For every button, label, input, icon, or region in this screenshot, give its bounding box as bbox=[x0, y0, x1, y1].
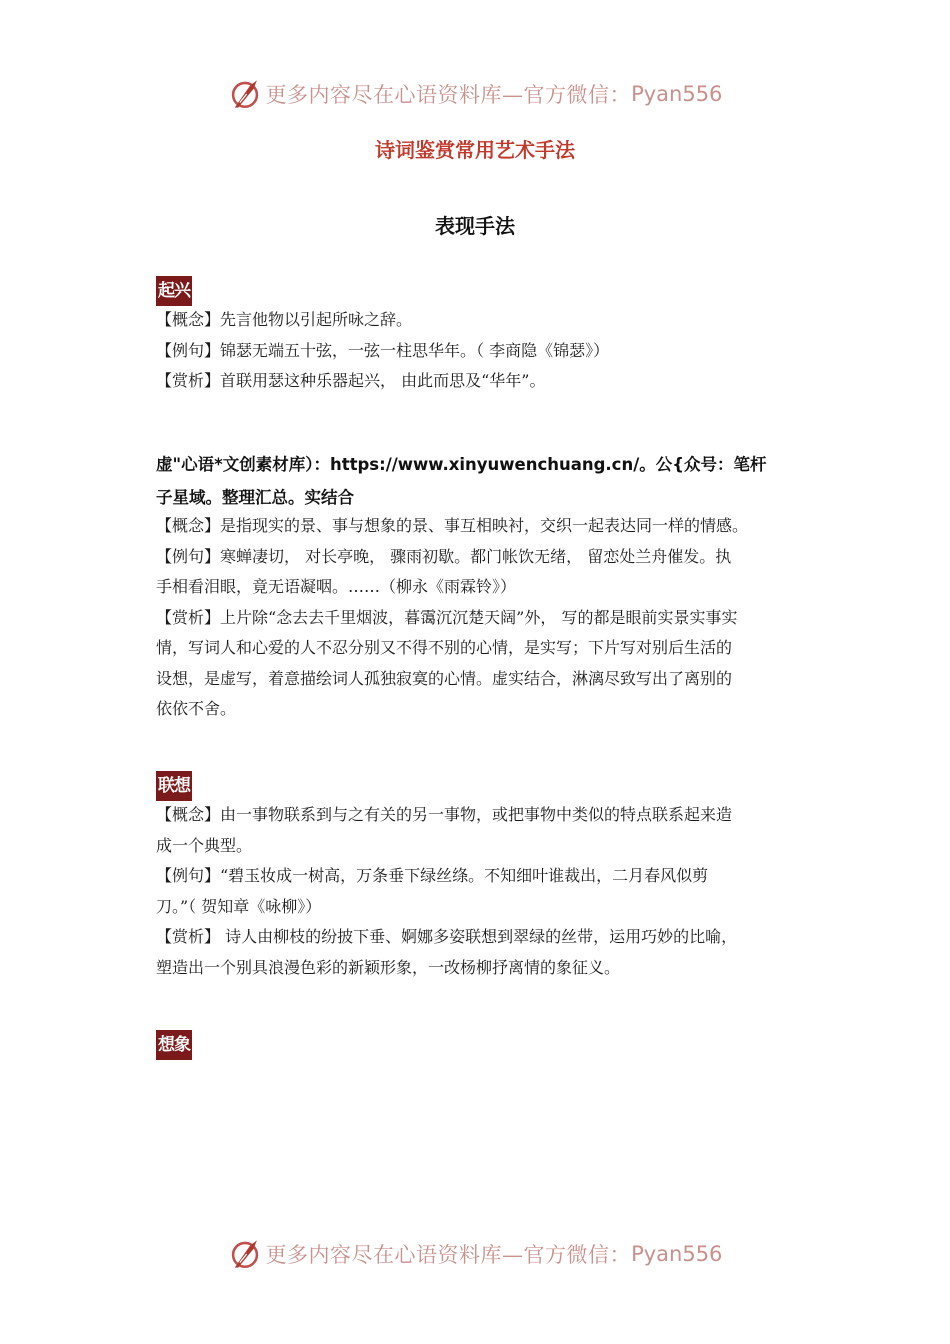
lianxiang-example: 刀。”（ 贺知章《咏柳》） bbox=[156, 896, 322, 916]
xushi-analysis: 【赏析】上片除“念去去千里烟波，暮霭沉沉楚天阔”外， 写的都是眼前实景实事实 bbox=[156, 607, 738, 627]
lianxiang-analysis: 塑造出一个别具浪漫色彩的新颖形象，一改杨柳抒离情的象征义。 bbox=[156, 957, 621, 977]
document-title: 诗词鉴赏常用艺术手法 bbox=[375, 138, 575, 162]
lianxiang-example: 【例句】“碧玉妆成一树高，万条垂下绿丝绦。不知细叶谁裁出，二月春风似剪 bbox=[156, 866, 709, 885]
xushi-concept: 【概念】是指现实的景、事与想象的景、事互相映衬，交织一起表达同一样的情感。 bbox=[156, 516, 749, 535]
lianxiang-concept: 【概念】由一事物联系到与之有关的另一事物，或把事物中类似的特点联系起来造 bbox=[156, 805, 733, 824]
qixing-analysis: 【赏析】首联用瑟这种乐器起兴， 由此而思及“华年”。 bbox=[156, 371, 546, 390]
xushi-heading-line: 子星域。整理汇总。实结合 bbox=[156, 488, 354, 507]
qixing-block bbox=[156, 305, 806, 397]
tag-qixing: 起兴 bbox=[156, 276, 192, 306]
footer-banner bbox=[0, 1234, 950, 1274]
banner-wechat-id: Pyan556 bbox=[631, 1242, 723, 1266]
lianxiang-block bbox=[156, 800, 806, 983]
lianxiang-concept: 成一个典型。 bbox=[156, 835, 253, 855]
banner-text: 更多内容尽在心语资料库—官方微信： bbox=[265, 83, 632, 107]
xushi-example: 手相看泪眼，竟无语凝咽。……（柳永《雨霖铃》） bbox=[156, 577, 517, 596]
lianxiang-analysis: 【赏析】 诗人由柳枝的纷披下垂、婀娜多姿联想到翠绿的丝带，运用巧妙的比喻， bbox=[156, 927, 738, 946]
xushi-analysis: 设想，是虚写，着意描绘词人孤独寂寞的心情。虚实结合，淋漓尽致写出了离别的 bbox=[156, 668, 733, 688]
xushi-example: 【例句】寒蝉凄切， 对长亭晚， 骤雨初歇。都门帐饮无绪， 留恋处兰舟催发。执 bbox=[156, 546, 732, 566]
xushi-block bbox=[156, 511, 806, 725]
header-banner bbox=[0, 74, 950, 114]
xushi-heading bbox=[156, 448, 826, 514]
tag-xiangxiang: 想象 bbox=[156, 1030, 192, 1060]
quill-pen-logo-icon bbox=[228, 1237, 262, 1271]
xushi-analysis: 情，写词人和心爱的人不忍分别又不得不别的心情，是实写；下片写对别后生活的 bbox=[156, 638, 733, 657]
section-title: 表现手法 bbox=[435, 214, 515, 238]
xushi-analysis: 依依不舍。 bbox=[156, 699, 237, 718]
banner-text: 更多内容尽在心语资料库—官方微信： bbox=[265, 1243, 632, 1267]
xushi-heading-line: 虚"心语*文创素材库）：https://www.xinyuwenchuang.cn/。公{众号：笔杆 bbox=[156, 455, 767, 474]
tag-lianxiang: 联想 bbox=[156, 771, 192, 801]
banner-wechat-id: Pyan556 bbox=[631, 82, 723, 106]
qixing-example: 【例句】锦瑟无端五十弦，一弦一柱思华年。（ 李商隐《锦瑟》） bbox=[156, 340, 610, 360]
qixing-concept: 【概念】先言他物以引起所咏之辞。 bbox=[156, 310, 413, 329]
quill-pen-logo-icon bbox=[228, 77, 262, 111]
